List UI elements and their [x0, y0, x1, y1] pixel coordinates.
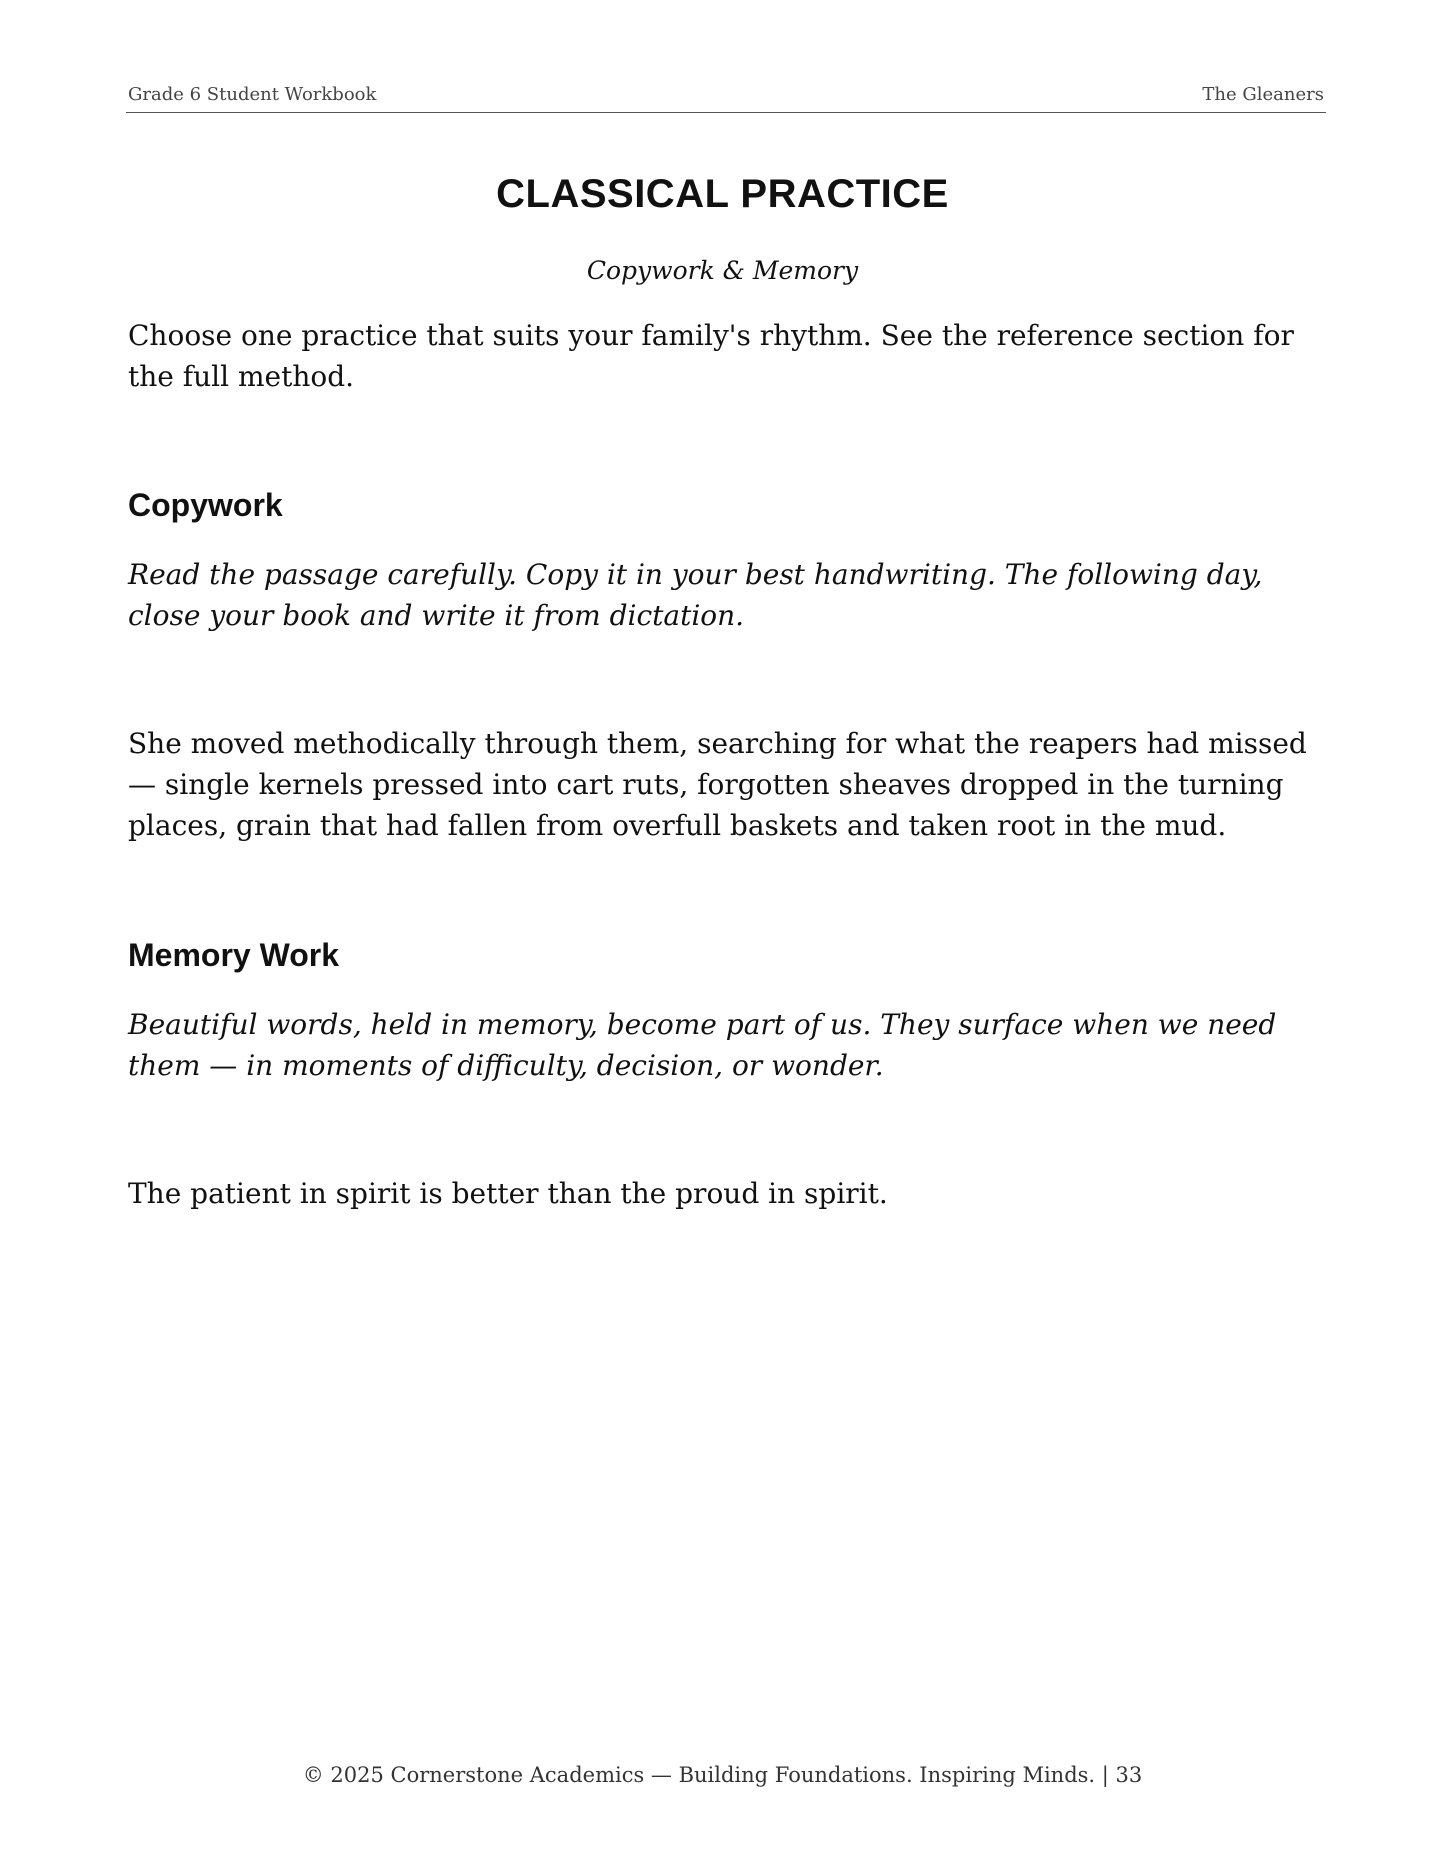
page-title: CLASSICAL PRACTICE — [496, 172, 949, 216]
page-footer: © 2025 Cornerstone Academics — Building Foundations. Inspiring Minds. | 33 — [302, 1763, 1143, 1787]
memory-work-heading: Memory Work — [128, 937, 340, 973]
page-subtitle: Copywork & Memory — [586, 256, 859, 285]
memory-work-passage: The patient in spirit is better than the proud in spirit. — [128, 1177, 888, 1210]
copywork-heading: Copywork — [128, 487, 283, 523]
memory-work-instruction: Beautiful words, held in memory, become part of us. They surface when we need them — in moments of difficulty, decision, or wonder. — [128, 1008, 1277, 1082]
header-story-title: The Gleaners — [1202, 84, 1324, 105]
copywork-passage: She moved methodically through them, searching for what the reapers had missed — single kernels pressed into cart ruts, forgotten sheaves dropped in the turning places, grain that had fallen from overfull baskets and taken root in the mud. — [128, 727, 1307, 842]
header-workbook-title: Grade 6 Student Workbook — [128, 84, 377, 105]
intro-paragraph: Choose one practice that suits your family's rhythm. See the reference section for the full method. — [128, 319, 1294, 393]
page-header — [126, 82, 1326, 113]
copywork-instruction: Read the passage carefully. Copy it in your best handwriting. The following day, close your book and write it from dictation. — [128, 558, 1263, 632]
